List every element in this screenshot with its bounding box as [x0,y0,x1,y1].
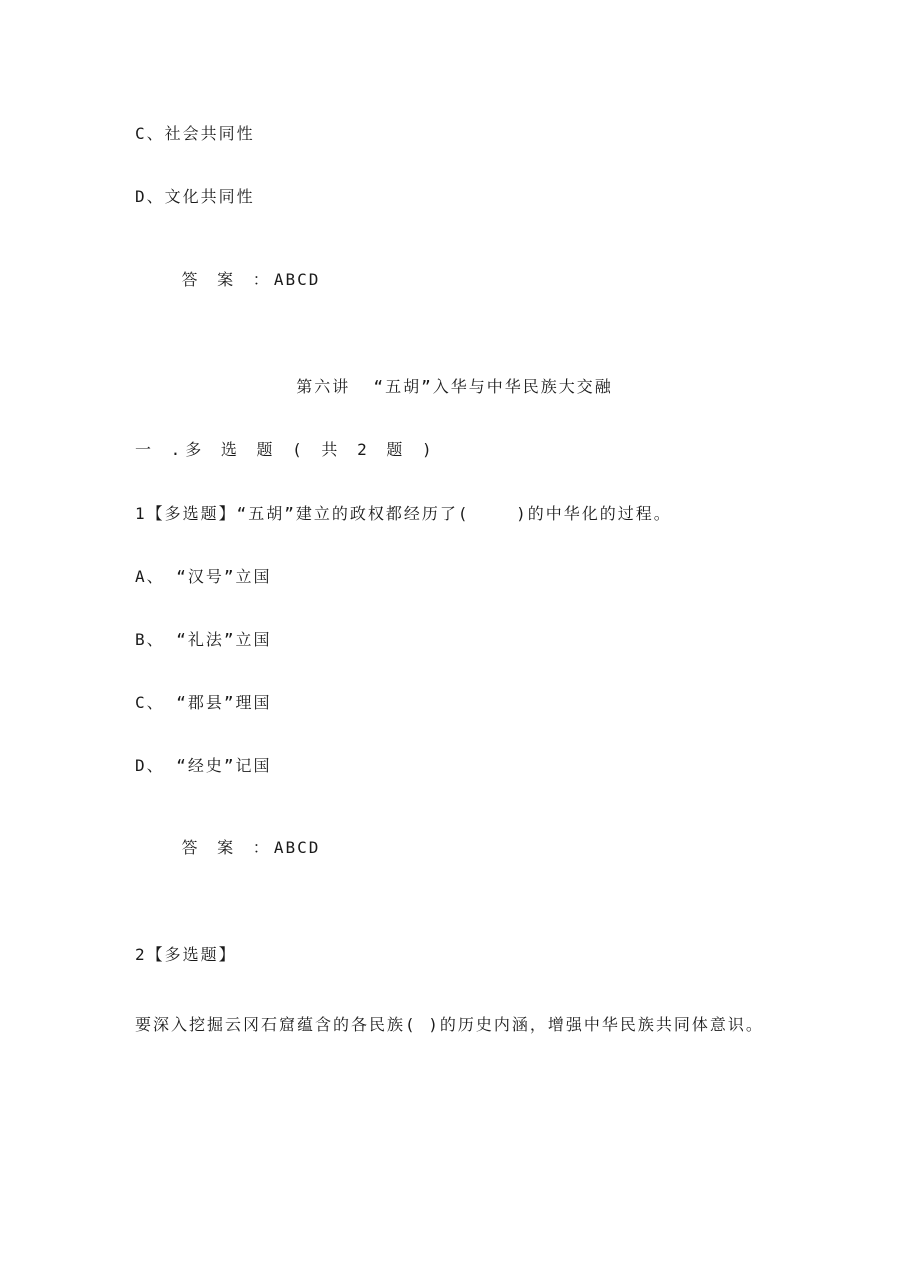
answer-label: 答 案 ： [181,838,274,857]
q1-option-a: A、 “汉号”立国 [135,567,272,586]
q1-option-b: B、 “礼法”立国 [135,630,272,649]
prev-option-c: C、社会共同性 [135,124,255,143]
prev-answer [135,250,320,310]
prev-option-d: D、文化共同性 [135,187,255,206]
q1-stem: 1【多选题】“五胡”建立的政权都经历了( )的中华化的过程。 [135,504,672,523]
section-heading: 一 .多 选 题 ( 共 2 题 ) [135,440,437,459]
q1-option-c: C、 “郡县”理国 [135,693,272,712]
q1-option-d: D、 “经史”记国 [135,756,272,775]
q2-stem: 要深入挖掘云冈石窟蕴含的各民族( )的历史内涵，增强中华民族共同体意识。 [135,1015,764,1034]
answer-value: ABCD [273,838,321,857]
q1-answer [135,818,320,878]
answer-value: ABCD [273,270,321,289]
q2-label: 2【多选题】 [135,945,237,964]
answer-label: 答 案 ： [181,270,274,289]
lecture-title: 第六讲 “五胡”入华与中华民族大交融 [296,377,613,396]
